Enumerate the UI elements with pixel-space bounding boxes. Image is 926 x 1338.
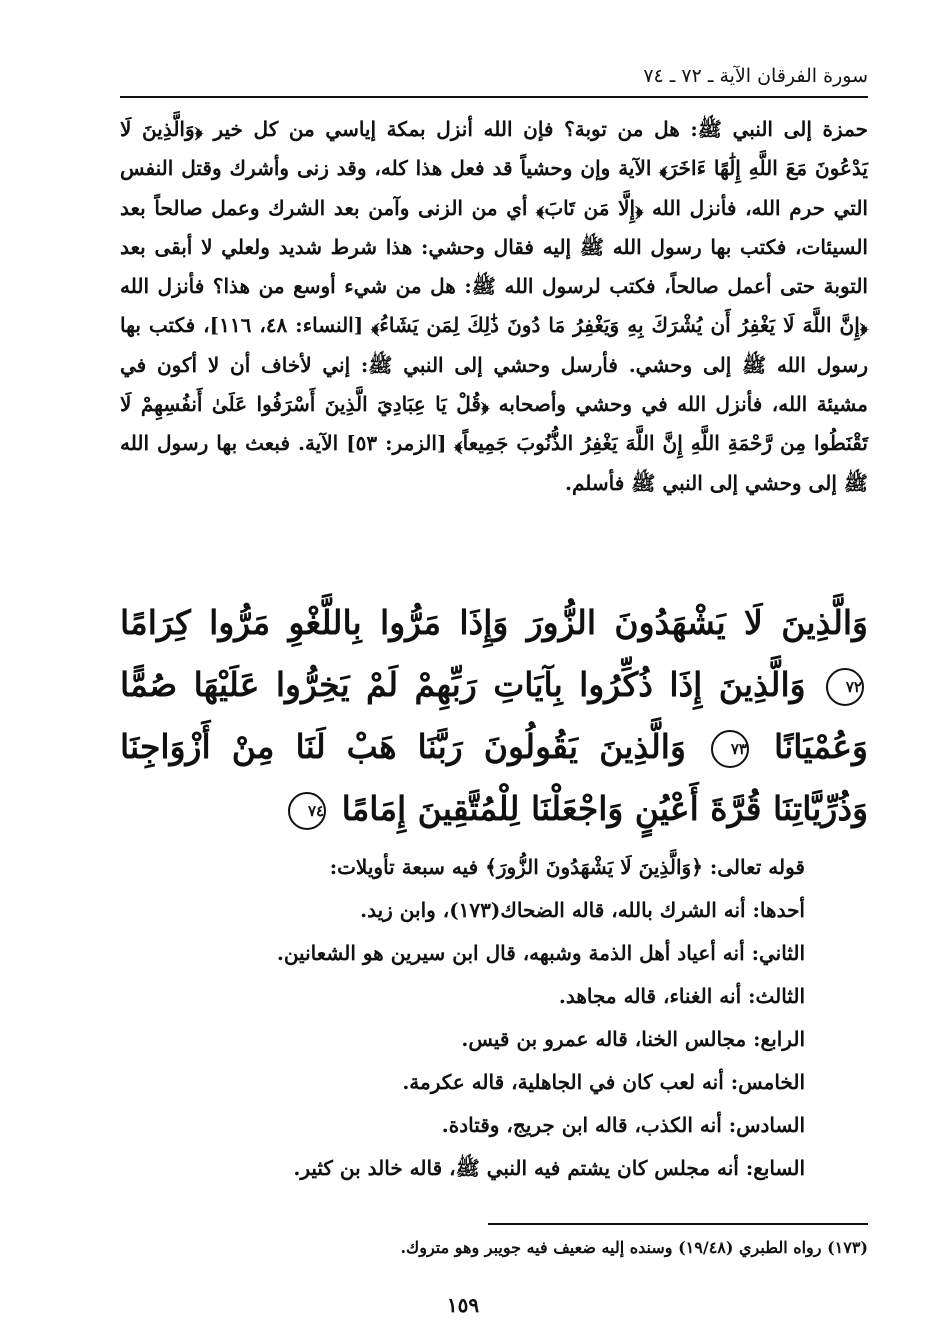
tafsir-list [180,846,805,1190]
footnote: (١٧٣) رواه الطبري (١٩/٤٨) وسنده إليه ضعيف فيه جويبر وهو متروك. [400,1238,868,1257]
footnote-divider [488,1223,868,1225]
tafsir-item: الخامس: أنه لعب كان في الجاهلية، قاله عكرمة. [402,1070,805,1094]
quran-verses-block [120,592,868,840]
page-number: ١٥٩ [446,1293,480,1317]
verse-number-72: ٧٢ [826,668,864,706]
tafsir-item: السادس: أنه الكذب، قاله ابن جريج، وقتادة. [441,1113,805,1137]
verse-73-text: وَالَّذِينَ إِذَا ذُكِّرُوا بِآيَاتِ رَبِّهِمْ لَمْ يَخِرُّوا عَلَيْهَا صُمًّا وَعُمْيَانًا [120,665,868,766]
header-divider [120,96,868,98]
tafsir-item: الرابع: مجالس الخنا، قاله عمرو بن قيس. [461,1027,805,1051]
verse-number-73: ٧٣ [711,730,749,768]
tafsir-item: الثالث: أنه الغناء، قاله مجاهد. [558,984,805,1008]
running-header: سورة الفرقان الآية ـ ٧٢ ـ ٧٤ [643,65,868,87]
verse-74-text: وَالَّذِينَ يَقُولُونَ رَبَّنَا هَبْ لَنَا مِنْ أَزْوَاجِنَا وَذُرِّيَّاتِنَا قُرَّةَ أَعْيُنٍ وَاجْعَلْنَا لِلْمُتَّقِينَ إِمَامًا [120,727,868,828]
body-paragraph: حمزة إلى النبي ﷺ: هل من توبة؟ فإن الله أنزل بمكة إياسي من كل خير ﴿وَالَّذِينَ لَا يَدْعُونَ مَعَ اللَّهِ إِلَٰهًا ءَاخَرَ﴾ الآية وإن وحشياً قد فعل هذا كله، وقد زنى وأشرك وقتل النفس التي حرم الله، فأنزل الله ﴿إِلَّا مَن تَابَ﴾ أي من الزنى وآمن بعد الشرك وعمل صالحاً بعد السيئات، فكتب بها رسول الله ﷺ إليه فقال وحشي: هذا شرط شديد ولعلي لا أبقى بعد التوبة حتى أعمل صالحاً، فكتب لرسول الله ﷺ: هل من شيء أوسع من هذا؟ فأنزل الله ﴿إِنَّ اللَّهَ لَا يَغْفِرُ أَن يُشْرَكَ بِهِ وَيَغْفِرُ مَا دُونَ ذَٰلِكَ لِمَن يَشَاءُ﴾ [النساء: ٤٨، ١١٦]، فكتب بها رسول الله ﷺ إلى وحشي. فأرسل وحشي إلى النبي ﷺ: إني لأخاف أن لا أكون في مشيئة الله، فأنزل الله في وحشي وأصحابه ﴿قُلْ يَا عِبَادِيَ الَّذِينَ أَسْرَفُوا عَلَىٰ أَنفُسِهِمْ لَا تَقْنَطُوا مِن رَّحْمَةِ اللَّهِ إِنَّ اللَّهَ يَغْفِرُ الذُّنُوبَ جَمِيعاً﴾ [الزمر: ٥٣] الآية. فبعث بها رسول الله ﷺ إلى وحشي إلى النبي ﷺ فأسلم. [120,117,868,495]
tafsir-intro: قوله تعالى: ﴿وَالَّذِينَ لَا يَشْهَدُونَ الزُّورَ﴾ فيه سبعة تأويلات: [329,855,805,879]
tafsir-item: الثاني: أنه أعياد أهل الذمة وشبهه، قال ابن سيرين هو الشعانين. [276,941,805,965]
tafsir-item: أحدها: أنه الشرك بالله، قاله الضحاك(١٧٣)، وابن زيد. [360,898,805,922]
verse-72-text: وَالَّذِينَ لَا يَشْهَدُونَ الزُّورَ وَإِذَا مَرُّوا بِاللَّغْوِ مَرُّوا كِرَامًا [120,603,868,642]
tafsir-item: السابع: أنه مجلس كان يشتم فيه النبي ﷺ، قاله خالد بن كثير. [293,1156,805,1180]
verse-number-74: ٧٤ [288,792,326,830]
